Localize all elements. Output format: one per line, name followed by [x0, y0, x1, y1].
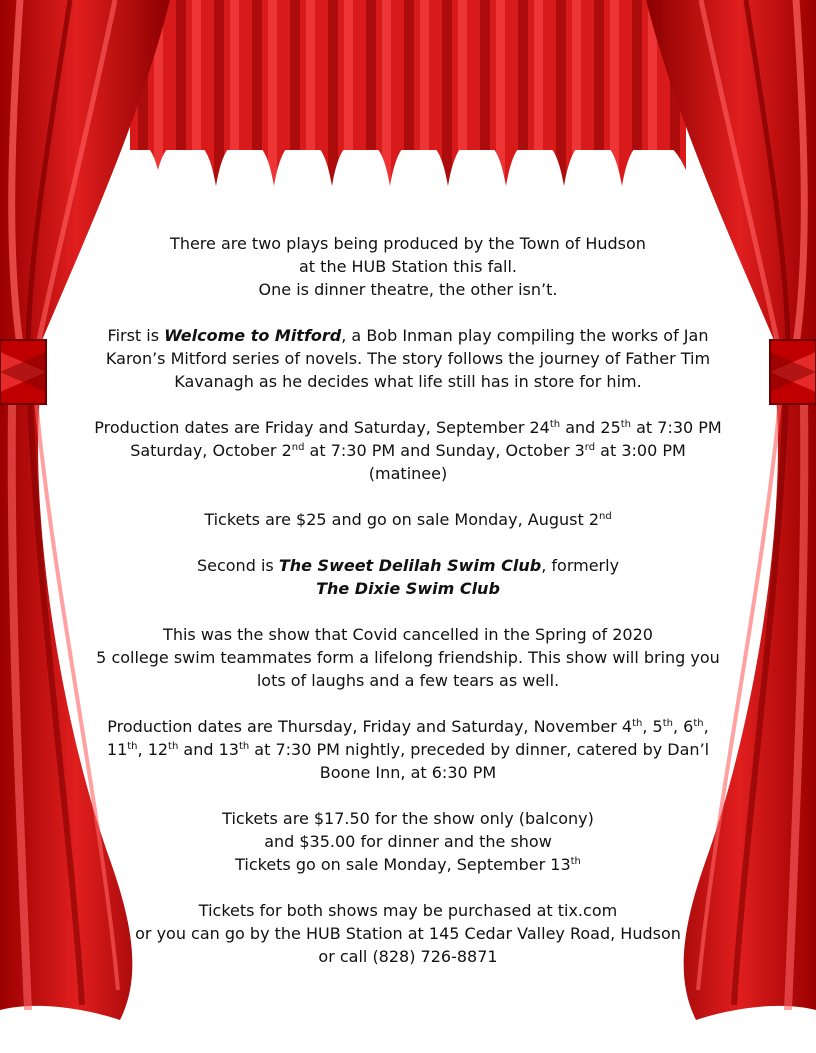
ordinal-suffix: th: [549, 419, 561, 430]
play1-dates-text: Production dates are Friday and Saturday, September 24: [94, 418, 550, 437]
intro-line-2: at the HUB Station this fall.: [299, 257, 517, 276]
play2-tickets-line: Tickets are $17.50 for the show only (balcony): [222, 809, 594, 828]
play2-desc: 5 college swim teammates form a lifelong friendship. This show will bring you lots of laughs and a few tears as well.: [96, 648, 720, 690]
play2-tickets-line: Tickets go on sale Monday, September 13: [235, 855, 571, 874]
play2-formerly: , formerly: [541, 556, 620, 575]
play1-dates-text: and 25: [560, 418, 621, 437]
ordinal-suffix: th: [693, 718, 704, 729]
ordinal-suffix: th: [662, 718, 673, 729]
play2-title: The Sweet Delilah Swim Club: [278, 556, 542, 575]
play2-description: [90, 623, 726, 692]
intro-line-1: There are two plays being produced by the Town of Hudson: [170, 234, 646, 253]
play1-dates-text: Saturday, October 2: [130, 441, 292, 460]
ordinal-suffix: th: [168, 741, 179, 752]
play1-description: [90, 324, 726, 393]
ordinal-suffix: th: [570, 856, 581, 867]
ordinal-suffix: th: [620, 419, 632, 430]
purchase-line: or call (828) 726-8871: [318, 947, 498, 966]
play2-dates-text: and 13: [178, 740, 239, 759]
play2-tickets: [90, 807, 726, 876]
play1-dates-text: at 3:00 PM (matinee): [368, 441, 686, 483]
play1-tickets-text: Tickets are $25 and go on sale Monday, August 2: [204, 510, 599, 529]
ordinal-suffix: th: [238, 741, 250, 752]
play2-dates-text: , 11: [106, 717, 709, 759]
play2-dates-text: , 12: [137, 740, 169, 759]
play1-dates: [90, 416, 726, 485]
purchase-line: or you can go by the HUB Station at 145 Cedar Valley Road, Hudson: [135, 924, 681, 943]
play1-desc: , a Bob Inman play compiling the works of Jan Karon’s Mitford series of novels. The story follows the journey of Father Tim Kavanagh as he decides what life still has in store for him.: [105, 326, 711, 391]
play2-prefix: Second is: [196, 556, 279, 575]
play2-dates-text: at 7:30 PM nightly, preceded by dinner, catered by Dan’l Boone Inn, at 6:30 PM: [249, 740, 710, 782]
play1-tickets: [90, 508, 726, 531]
play1-prefix: First is: [107, 326, 165, 345]
ordinal-suffix: th: [632, 718, 643, 729]
play2-former-title: The Dixie Swim Club: [316, 579, 500, 598]
intro-paragraph: [90, 232, 726, 301]
play2-covid-note: This was the show that Covid cancelled in the Spring of 2020: [163, 625, 653, 644]
flyer-text: [90, 232, 726, 968]
play1-dates-text: at 7:30 PM: [631, 418, 722, 437]
ordinal-suffix: nd: [599, 511, 612, 522]
purchase-info: [90, 899, 726, 968]
ordinal-suffix: th: [127, 741, 138, 752]
play1-title: Welcome to Mitford: [164, 326, 342, 345]
play1-dates-text: at 7:30 PM and Sunday, October 3: [304, 441, 585, 460]
ordinal-suffix: nd: [291, 442, 305, 453]
ordinal-suffix: rd: [584, 442, 596, 453]
play2-dates-text: , 5: [642, 717, 663, 736]
play2-heading: [90, 554, 726, 600]
play2-dates-text: , 6: [672, 717, 694, 736]
curtain-valance: [130, 0, 686, 190]
play2-tickets-line: and $35.00 for dinner and the show: [264, 832, 552, 851]
intro-line-3: One is dinner theatre, the other isn’t.: [258, 280, 558, 299]
play2-dates-text: Production dates are Thursday, Friday and Saturday, November 4: [107, 717, 633, 736]
purchase-line: Tickets for both shows may be purchased at tix.com: [198, 901, 618, 920]
play2-dates: [90, 715, 726, 784]
